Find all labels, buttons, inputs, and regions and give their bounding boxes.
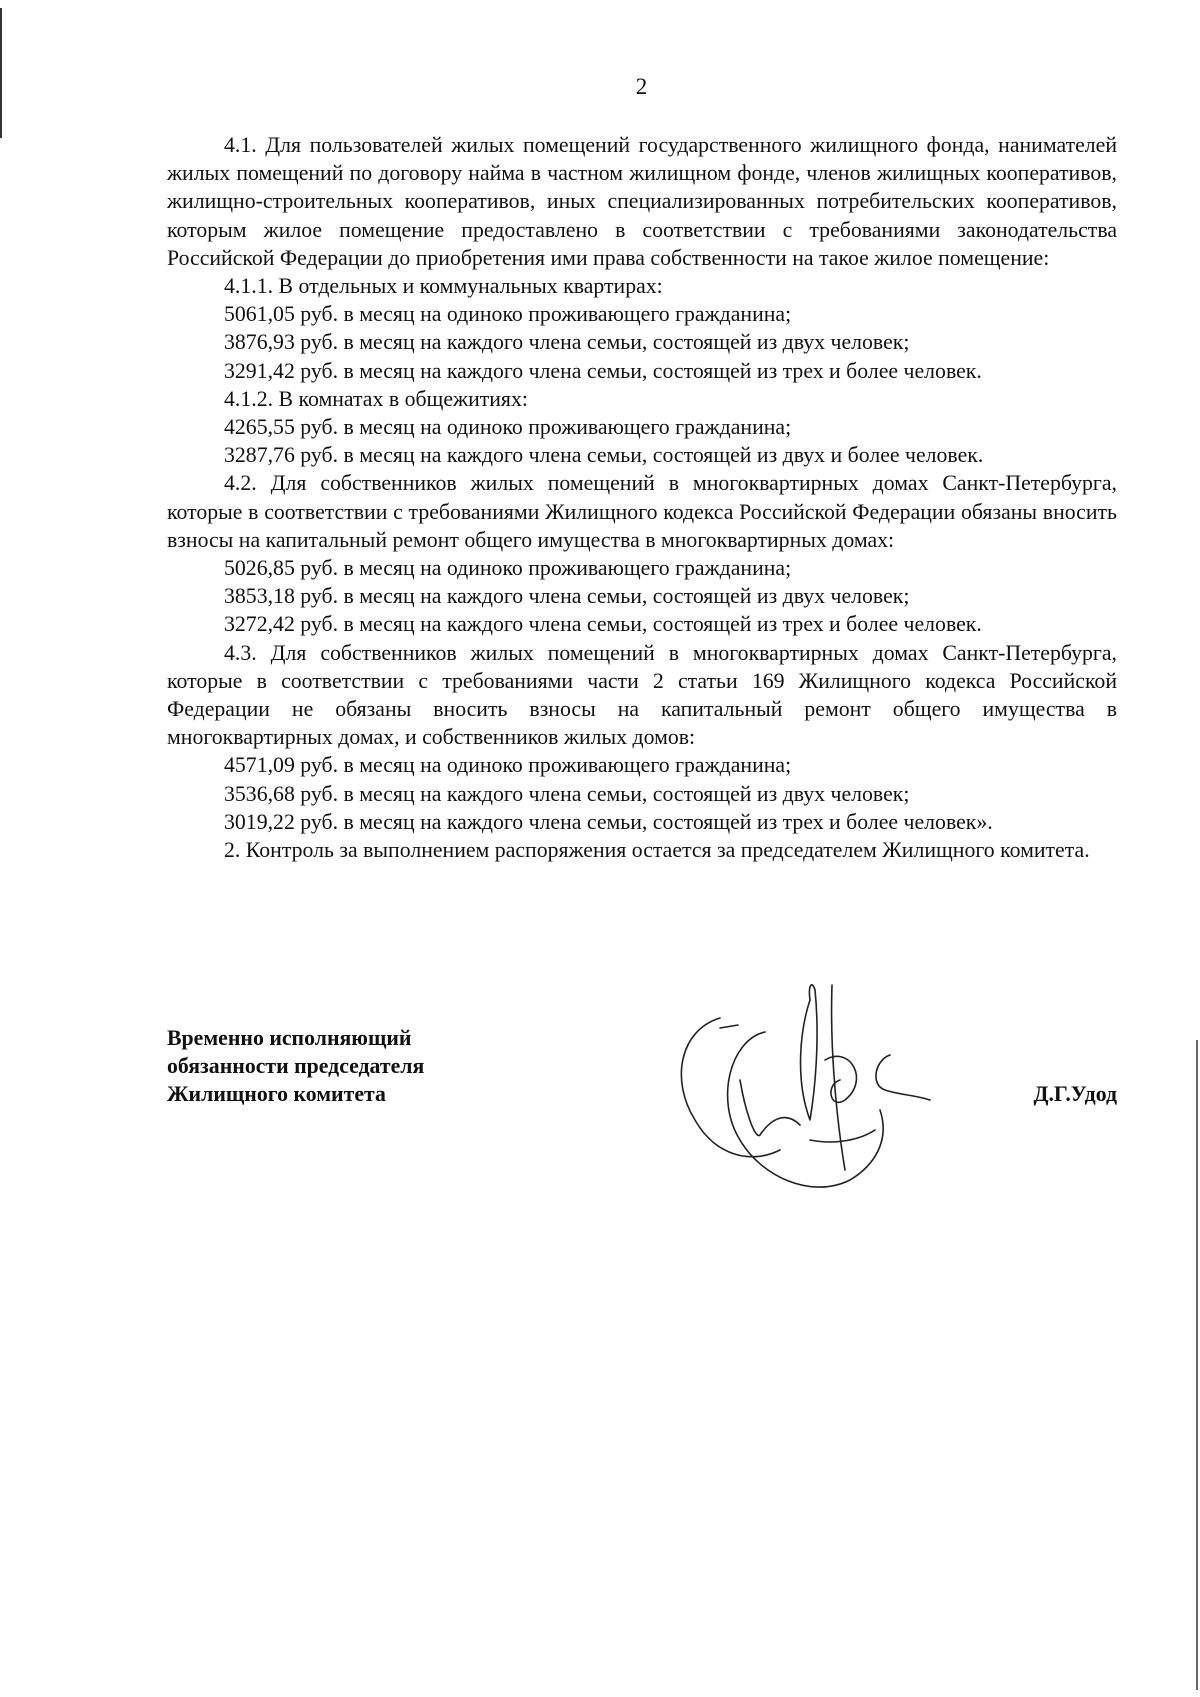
rate-line: 3019,22 руб. в месяц на каждого члена семьи, состоящей из трех и более человек». — [224, 809, 993, 834]
paragraph-2-control: 2. Контроль за выполнением распоряжения остается за председателем Жилищного комитета. — [224, 838, 1090, 863]
signer-name: Д.Г.Удод — [1033, 1082, 1117, 1106]
rate-line: 3287,76 руб. в месяц на каждого члена семьи, состоящей из двух и более человек. — [224, 443, 984, 468]
paragraph-4-1: 4.1. Для пользователей жилых помещений государственного жилищного фонда, нанимателей жилых помещений по договору найма в частном жилищном фонде, членов жилищных кооперативов, жилищно-строительных кооперативов, иных специализированных потребительских кооперативов, которым жилое помещение предоставлено в соответствии с требованиями законодательства Российской Федерации до приобретения ими права собственности на такое жилое помещение: — [167, 133, 1117, 270]
rate-line: 5026,85 руб. в месяц на одиноко проживающего гражданина; — [224, 556, 792, 581]
paragraph-4-2: 4.2. Для собственников жилых помещений в многоквартирных домах Санкт-Петербурга, которые в соответствии с требованиями Жилищного кодекса Российской Федерации обязаны вносить взносы на капитальный ремонт общего имущества в многоквартирных домах: — [167, 471, 1117, 552]
signer-title-line: Временно исполняющий — [167, 1026, 412, 1050]
rate-line: 3536,68 руб. в месяц на каждого члена семьи, состоящей из двух человек; — [224, 781, 910, 806]
rate-line: 3272,42 руб. в месяц на каждого члена семьи, состоящей из трех и более человек. — [224, 612, 982, 637]
rate-line: 4265,55 руб. в месяц на одиноко проживающего гражданина; — [224, 415, 792, 440]
rate-line: 3853,18 руб. в месяц на каждого члена семьи, состоящей из двух человек; — [224, 584, 910, 609]
signer-title-line: Жилищного комитета — [167, 1082, 386, 1106]
document-body — [167, 131, 1117, 864]
right-edge-scan-mark — [1196, 1040, 1198, 1690]
page-number: 2 — [635, 74, 648, 99]
paragraph-4-3: 4.3. Для собственников жилых помещений в многоквартирных домах Санкт-Петербурга, которые в соответствии с требованиями части 2 статьи 169 Жилищного кодекса Российской Федерации не обязаны вносить взносы на капитальный ремонт общего имущества в многоквартирных домах, и собственников жилых домов: — [167, 640, 1117, 750]
paragraph-4-1-2: 4.1.2. В комнатах в общежитиях: — [224, 386, 528, 411]
signer-title — [167, 1024, 527, 1108]
rate-line: 5061,05 руб. в месяц на одиноко проживающего гражданина; — [224, 302, 792, 327]
handwritten-signature — [660, 970, 960, 1210]
rate-line: 4571,09 руб. в месяц на одиноко проживающего гражданина; — [224, 753, 792, 778]
signer-title-line: обязанности председателя — [167, 1054, 425, 1078]
rate-line: 3876,93 руб. в месяц на каждого члена семьи, состоящей из двух человек; — [224, 330, 910, 355]
left-edge-scan-mark — [0, 8, 2, 138]
paragraph-4-1-1: 4.1.1. В отдельных и коммунальных квартирах: — [224, 274, 663, 299]
rate-line: 3291,42 руб. в месяц на каждого члена семьи, состоящей из трех и более человек. — [224, 358, 982, 383]
